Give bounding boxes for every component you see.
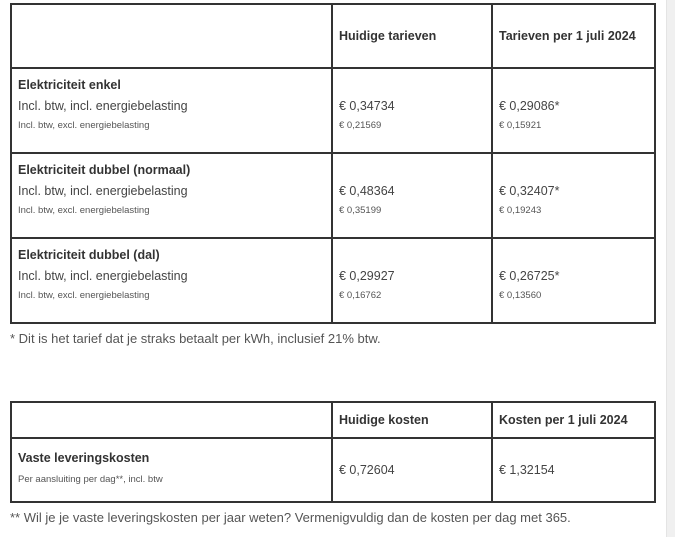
row-line-excl-label: Incl. btw, excl. energiebelasting (18, 205, 150, 216)
row-title: Elektriciteit dubbel (normaal) (18, 163, 191, 177)
table-row (11, 438, 655, 502)
header-current-tariffs (332, 4, 492, 68)
new-incl-value: € 0,29086* (499, 99, 560, 113)
new-excl-value: € 0,19243 (499, 205, 542, 216)
current-excl-value: € 0,21569 (339, 120, 382, 131)
current-excl-value: € 0,16762 (339, 290, 382, 301)
current-value-cell (332, 68, 492, 153)
new-incl-value: € 0,32407* (499, 184, 560, 198)
row-title: Vaste leveringskosten (18, 451, 150, 465)
header-new-tariffs (492, 4, 655, 68)
header-current-tariffs-label: Huidige tarieven (339, 29, 437, 43)
new-excl-value: € 0,13560 (499, 290, 542, 301)
header-current-costs (332, 402, 492, 438)
row-line-excl-label: Incl. btw, excl. energiebelasting (18, 290, 150, 301)
header-current-costs-label: Huidige kosten (339, 413, 429, 427)
current-value-cell (332, 153, 492, 238)
table-row (11, 153, 655, 238)
new-value-cell (492, 153, 655, 238)
new-value-cell (492, 238, 655, 323)
tariffs-footnote: * Dit is het tarief dat je straks betaalt per kWh, inclusief 21% btw. (10, 331, 381, 346)
row-title: Elektriciteit enkel (18, 78, 121, 92)
row-label-cell (11, 238, 332, 323)
header-empty-cell (11, 4, 332, 68)
fixed-costs-table (10, 401, 656, 503)
row-title: Elektriciteit dubbel (dal) (18, 248, 160, 262)
table-row (11, 68, 655, 153)
current-cost-value: € 0,72604 (339, 463, 395, 477)
row-line-incl-label: Incl. btw, incl. energiebelasting (18, 269, 188, 283)
current-incl-value: € 0,48364 (339, 184, 395, 198)
fixed-costs-footnote: ** Wil je je vaste leveringskosten per jaar weten? Vermenigvuldig dan de kosten per dag met 365. (10, 510, 571, 525)
new-value-cell (492, 68, 655, 153)
row-label-cell (11, 438, 332, 502)
header-new-costs-label: Kosten per 1 juli 2024 (499, 413, 628, 427)
current-value-cell (332, 238, 492, 323)
header-new-costs (492, 402, 655, 438)
row-line-incl-label: Incl. btw, incl. energiebelasting (18, 184, 188, 198)
new-excl-value: € 0,15921 (499, 120, 542, 131)
tariffs-header-row (11, 4, 655, 68)
row-subtitle: Per aansluiting per dag**, incl. btw (18, 474, 163, 485)
fixed-costs-header-row (11, 402, 655, 438)
new-cost-value: € 1,32154 (499, 463, 555, 477)
new-value-cell (492, 438, 655, 502)
current-incl-value: € 0,29927 (339, 269, 395, 283)
tariffs-table (10, 3, 656, 324)
row-label-cell (11, 153, 332, 238)
header-new-tariffs-label: Tarieven per 1 juli 2024 (499, 29, 636, 43)
current-incl-value: € 0,34734 (339, 99, 395, 113)
table-row (11, 238, 655, 323)
current-value-cell (332, 438, 492, 502)
new-incl-value: € 0,26725* (499, 269, 560, 283)
current-excl-value: € 0,35199 (339, 205, 382, 216)
row-line-incl-label: Incl. btw, incl. energiebelasting (18, 99, 188, 113)
header-empty-cell (11, 402, 332, 438)
row-line-excl-label: Incl. btw, excl. energiebelasting (18, 120, 150, 131)
vertical-scrollbar[interactable] (666, 0, 675, 537)
row-label-cell (11, 68, 332, 153)
